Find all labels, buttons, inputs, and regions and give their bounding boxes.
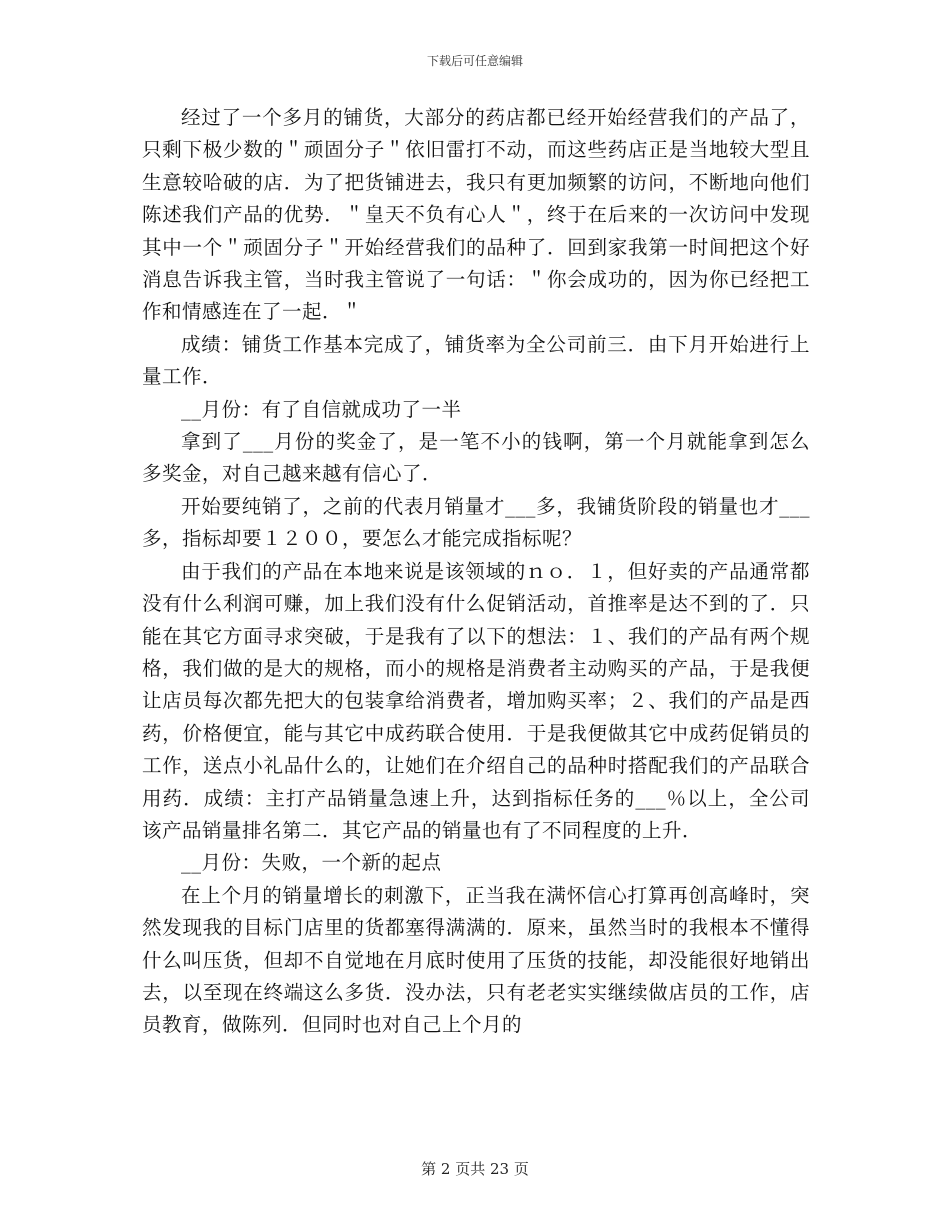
paragraph: 在上个月的销量增长的刺激下，正当我在满怀信心打算再创高峰时，突然发现我的目标门店里的货都塞得满满的．原来，虽然当时的我根本不懂得什么叫压货，但却不自觉地在月底时使用了压货的技能，却没能很好地销出去，以至现在终端这么多货．没办法，只有老老实实继续做店员的工作，店员教育，做陈列．但同时也对自己上个月的 [142, 883, 810, 1037]
paragraph: 开始要纯销了，之前的代表月销量才___多，我铺货阶段的销量也才___多，指标却要１２００，要怎么才能完成指标呢？ [142, 494, 810, 551]
section-heading: __月份：失败，一个新的起点 [181, 851, 442, 875]
paragraph: 成绩：铺货工作基本完成了，铺货率为全公司前三．由下月开始进行上量工作． [142, 332, 810, 389]
page-number: 第 2 页共 23 页 [421, 1160, 529, 1178]
document-body [142, 102, 810, 1042]
page-header: 下载后可任意编辑 [426, 54, 523, 68]
section-heading: __月份：有了自信就成功了一半 [181, 397, 462, 421]
paragraph: 拿到了___月份的奖金了，是一笔不小的钱啊，第一个月就能拿到怎么多奖金，对自己越来越有信心了． [142, 430, 810, 486]
paragraph: 由于我们的产品在本地来说是该领域的ｎｏ．１，但好卖的产品通常都没有什么利润可赚，加上我们没有什么促销活动，首推率是达不到的了．只能在其它方面寻求突破，于是我有了以下的想法：１、我们的产品有两个规格，我们做的是大的规格，而小的规格是消费者主动购买的产品，于是我便让店员每次都先把大的包装拿给消费者，增加购买率；２、我们的产品是西药，价格便宜，能与其它中成药联合使用．于是我便做其它中成药促销员的工作，送点小礼品什么的，让她们在介绍自己的品种时搭配我们的产品联合用药．成绩：主打产品销量急速上升，达到指标任务的___％以上，全公司该产品销量排名第二．其它产品的销量也有了不同程度的上升． [142, 559, 810, 842]
paragraph: 经过了一个多月的铺货，大部分的药店都已经开始经营我们的产品了，只剩下极少数的＂顽固分子＂依旧雷打不动，而这些药店正是当地较大型且生意较哈破的店．为了把货铺进去，我只有更加频繁的访问，不断地向他们陈述我们产品的优势．＂皇天不负有心人＂，终于在后来的一次访问中发现其中一个＂顽固分子＂开始经营我们的品种了．回到家我第一时间把这个好消息告诉我主管，当时我主管说了一句话：＂你会成功的，因为你已经把工作和情感连在了一起．＂ [142, 106, 810, 324]
